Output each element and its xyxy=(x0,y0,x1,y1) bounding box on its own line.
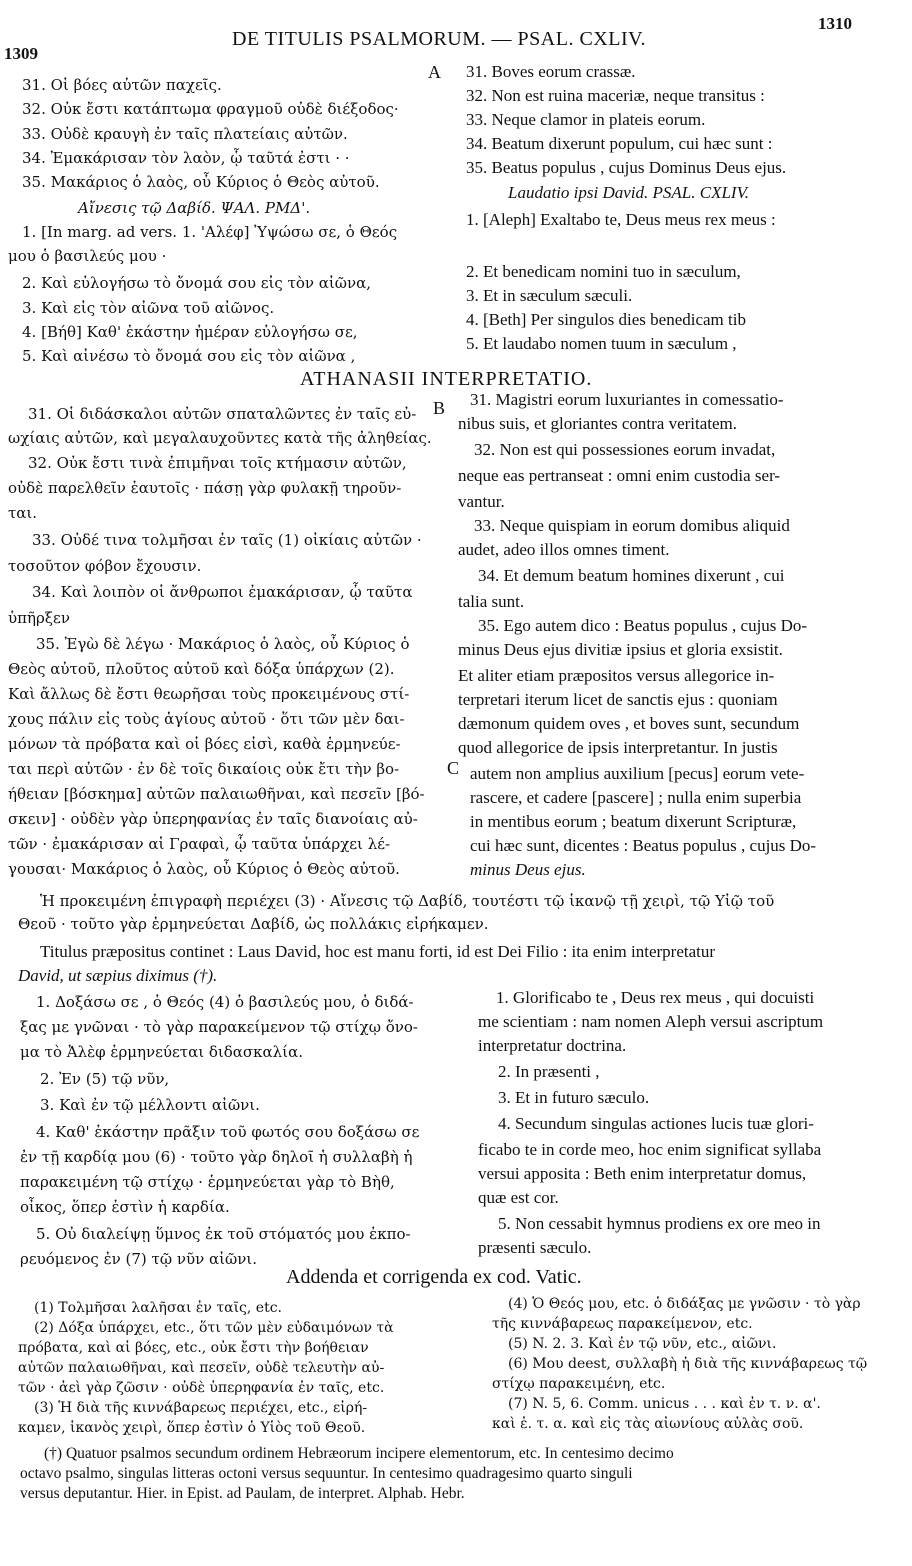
footnote-line: versus deputantur. Hier. in Epist. ad Paulam, de interpret. Alphab. Hebr. xyxy=(20,1485,465,1502)
greek-line: Θεὸς αὐτοῦ, πλοῦτος αὐτοῦ καὶ δόξα ὑπάρχων (2). xyxy=(8,660,395,678)
latin-line: Et aliter etiam præpositos versus allegorice in- xyxy=(458,666,775,685)
greek-line: ται. xyxy=(8,504,38,522)
greek-line: ωχίαις αὐτῶν, καὶ μεγαλαυχοῦντες κατὰ τῆς ἀληθείας. xyxy=(8,429,432,447)
latin-verse: 34. Beatum dixerunt populum, cui hæc sunt : xyxy=(466,134,773,153)
latin-line: in mentibus eorum ; beatum dixerunt Scripturæ, xyxy=(470,812,797,831)
greek-verse: μου ὁ βασιλεύς μου · xyxy=(8,247,167,265)
latin-verse: 35. Beatus populus , cujus Dominus Deus ejus. xyxy=(466,158,787,177)
greek-line: 5. Οὐ διαλείψῃ ὕμνος ἐκ τοῦ στόματός μου ἐκπο- xyxy=(36,1225,411,1243)
greek-line: 34. Καὶ λοιπὸν οἱ ἄνθρωποι ἐμακάρισαν, ᾧ ταῦτα xyxy=(32,583,413,601)
latin-verse: 1. [Aleph] Exaltabo te, Deus meus rex meus : xyxy=(466,210,776,229)
latin-line: 2. In præsenti , xyxy=(498,1062,600,1081)
latin-line: autem non amplius auxilium [pecus] eorum vete- xyxy=(470,764,805,783)
addenda-title: Addenda et corrigenda ex cod. Vatic. xyxy=(286,1266,582,1288)
latin-line: neque eas pertranseat : omni enim custodia ser- xyxy=(458,466,781,485)
addenda-note: καὶ ἐ. τ. α. καὶ εἰς τὰς αἰωνίους αὐλὰς σοῦ. xyxy=(492,1416,804,1432)
greek-line: οἶκος, ὅπερ ἐστὶν ἡ καρδία. xyxy=(20,1198,230,1216)
greek-line: τοσοῦτον φόβον ἔχουσιν. xyxy=(8,557,202,575)
latin-line: 32. Non est qui possessiones eorum invadat, xyxy=(474,440,776,459)
latin-line: 5. Non cessabit hymnus prodiens ex ore meo in xyxy=(498,1214,821,1233)
latin-line: audet, adeo illos omnes timent. xyxy=(458,540,670,559)
latin-verse: 31. Boves eorum crassæ. xyxy=(466,62,636,81)
greek-verse: 34. Ἐμακάρισαν τὸν λαὸν, ᾧ ταῦτά ἐστι · · xyxy=(22,149,350,167)
greek-line: χους πάλιν εἰς τοὺς ἁγίους αὐτοῦ · ὅτι τῶν μὲν δαι- xyxy=(8,710,405,728)
addenda-note: (7) N. 5, 6. Comm. unicus . . . καὶ ἐν τ. ν. α'. xyxy=(508,1396,821,1412)
latin-line: terpretari iterum licet de sanctis ejus : quoniam xyxy=(458,690,778,709)
greek-line: ται περὶ αὐτῶν · ἐν δὲ τοῖς δικαίοις οὐκ ἔτι τὴν βο- xyxy=(8,760,400,778)
latin-line: minus Deus ejus divitiæ ipsius et gloria exsistit. xyxy=(458,640,783,659)
greek-verse: 5. Καὶ αἰνέσω τὸ ὄνομά σου εἰς τὸν αἰῶνα , xyxy=(22,347,356,365)
margin-mark-a: A xyxy=(428,62,441,82)
addenda-note: (3) Ἡ διὰ τῆς κιννάβαρεως περιέχει, etc., εἰρή- xyxy=(34,1400,368,1416)
addenda-note: (6) Μου deest, συλλαβὴ ἡ διὰ τῆς κιννάβαρεως τῷ xyxy=(508,1356,868,1372)
latin-line: vantur. xyxy=(458,492,505,511)
greek-verse: 3. Καὶ εἰς τὸν αἰῶνα τοῦ αἰῶνος. xyxy=(22,299,275,317)
latin-line: Titulus præpositus continet : Laus David, hoc est manu forti, id est Dei Filio : ita enim interpretatur xyxy=(40,942,716,961)
greek-verse: 4. [Βήθ] Καθ' ἑκάστην ἡμέραν εὐλογήσω σε, xyxy=(22,323,358,341)
footnote-line: octavo psalmo, singulas litteras octoni versus sequuntur. In centesimo quadragesimo quarto singuli xyxy=(20,1465,633,1482)
psalm-heading-latin: Laudatio ipsi David. PSAL. CXLIV. xyxy=(508,183,750,202)
addenda-note: (2) Δόξα ὑπάρχει, etc., ὅτι τῶν μὲν εὐδαιμόνων τὰ xyxy=(34,1320,394,1336)
greek-line: σκειν] · οὐδὲν γὰρ ὑπερηφανίας ἐν ταῖς διανοίαις αὐ- xyxy=(8,810,418,828)
greek-line: οὐδὲ παρελθεῖν ἑαυτοῖς · πάσῃ γὰρ φυλακῇ τηροῦν- xyxy=(8,479,402,497)
page-number-left: 1309 xyxy=(4,44,38,63)
addenda-note: τῆς κιννάβαρεως παρακείμενον, etc. xyxy=(492,1316,753,1332)
greek-line: μόνων τὰ πρόβατα καὶ οἱ βόες εἰσὶ, καθὰ ἑρμηνεύε- xyxy=(8,735,401,753)
greek-line: 1. Δοξάσω σε , ὁ Θεός (4) ὁ βασιλεύς μου, ὁ διδά- xyxy=(36,993,414,1011)
addenda-note: καμεν, ἱκανὸς χειρὶ, ὅπερ ἐστὶν ὁ Υἱὸς τοῦ Θεοῦ. xyxy=(18,1420,366,1436)
latin-line: David, ut sæpius diximus (†). xyxy=(18,966,218,985)
greek-line: 31. Οἱ διδάσκαλοι αὐτῶν σπαταλῶντες ἐν ταῖς εὐ- xyxy=(28,405,417,423)
latin-line: 34. Et demum beatum homines dixerunt , cui xyxy=(478,566,785,585)
greek-line: Ἡ προκειμένη ἐπιγραφὴ περιέχει (3) · Αἴνεσις τῷ Δαβίδ, τουτέστι τῷ ἱκανῷ τῇ χειρὶ, τῷ Υἱῷ τοῦ xyxy=(40,892,775,910)
addenda-note: (5) N. 2. 3. Καὶ ἐν τῷ νῦν, etc., αἰῶνι. xyxy=(508,1336,777,1352)
addenda-note: πρόβατα, καὶ αἱ βόες, etc., οὐκ ἔστι τὴν βοήθειαν xyxy=(18,1340,369,1356)
latin-line: 33. Neque quispiam in eorum domibus aliquid xyxy=(474,516,790,535)
addenda-note: αὐτῶν παλαιωθῆναι, καὶ πεσεῖν, οὐδὲ τελευτὴν αὐ- xyxy=(18,1360,385,1376)
latin-verse: 33. Neque clamor in plateis eorum. xyxy=(466,110,706,129)
latin-line: interpretatur doctrina. xyxy=(478,1036,627,1055)
footnote-line: (†) Quatuor psalmos secundum ordinem Hebræorum incipere elementorum, etc. In centesimo decimo xyxy=(44,1445,674,1462)
latin-verse: 4. [Beth] Per singulos dies benedicam tib xyxy=(466,310,746,329)
margin-mark-b: B xyxy=(433,398,446,418)
latin-line: præsenti sæculo. xyxy=(478,1238,592,1257)
greek-verse: 2. Καὶ εὐλογήσω τὸ ὄνομά σου εἰς τὸν αἰῶνα, xyxy=(22,274,372,292)
latin-line: versui apposita : Beth enim interpretatur domus, xyxy=(478,1164,807,1183)
latin-line: rascere, et cadere [pascere] ; nulla enim superbia xyxy=(470,788,802,807)
greek-verse: 33. Οὐδὲ κραυγὴ ἐν ταῖς πλατείαις αὐτῶν. xyxy=(22,125,348,143)
greek-line: ἐν τῇ καρδίᾳ μου (6) · τοῦτο γὰρ δηλοῖ ἡ συλλαβὴ ἡ xyxy=(20,1148,413,1166)
latin-verse: 3. Et in sæculum sæculi. xyxy=(466,286,633,305)
greek-line: ξας με γνῶναι · τὸ γὰρ παρακείμενον τῷ στίχῳ ὄνο- xyxy=(20,1018,418,1036)
greek-line: 2. Ἐν (5) τῷ νῦν, xyxy=(40,1070,170,1088)
greek-verse: 1. [In marg. ad vers. 1. 'Αλέφ] Ὑψώσω σε, ὁ Θεός xyxy=(22,223,398,241)
addenda-note: (1) Τολμῆσαι λαλῆσαι ἐν ταῖς, etc. xyxy=(34,1300,283,1316)
greek-line: Καὶ ἄλλως δὲ ἔστι θεωρῆσαι τοὺς προκειμένους στί- xyxy=(8,685,410,703)
greek-line: 33. Οὐδέ τινα τολμῆσαι ἐν ταῖς (1) οἰκίαις αὐτῶν · xyxy=(32,531,422,549)
latin-line: 35. Ego autem dico : Beatus populus , cujus Do- xyxy=(478,616,808,635)
latin-line: quæ est cor. xyxy=(478,1188,559,1207)
section-title: ATHANASII INTERPRETATIO. xyxy=(300,368,593,390)
latin-line: 4. Secundum singulas actiones lucis tuæ glori- xyxy=(498,1114,814,1133)
greek-verse: 35. Μακάριος ὁ λαὸς, οὗ Κύριος ὁ Θεὸς αὐτοῦ. xyxy=(22,173,380,191)
greek-line: ρευόμενος ἐν (7) τῷ νῦν αἰῶνι. xyxy=(20,1250,257,1268)
latin-line: 3. Et in futuro sæculo. xyxy=(498,1088,650,1107)
latin-verse: 32. Non est ruina maceriæ, neque transitus : xyxy=(466,86,765,105)
greek-line: γουσαι· Μακάριος ὁ λαὸς, οὗ Κύριος ὁ Θεὸς αὐτοῦ. xyxy=(8,860,400,878)
addenda-note: (4) Ὁ Θεός μου, etc. ὁ διδάξας με γνῶσιν · τὸ γὰρ xyxy=(508,1296,861,1312)
latin-line: minus Deus ejus. xyxy=(470,860,586,879)
greek-line: 4. Καθ' ἑκάστην πρᾶξιν τοῦ φωτός σου δοξάσω σε xyxy=(36,1123,420,1141)
greek-verse: 31. Οἱ βόες αὐτῶν παχεῖς. xyxy=(22,76,222,94)
greek-line: 3. Καὶ ἐν τῷ μέλλοντι αἰῶνι. xyxy=(40,1096,260,1114)
addenda-note: στίχῳ παρακειμένη, etc. xyxy=(492,1376,666,1392)
latin-line: 31. Magistri eorum luxuriantes in comessatio- xyxy=(470,390,784,409)
latin-line: ficabo te in corde meo, hoc enim significat syllaba xyxy=(478,1140,822,1159)
psalm-heading-greek: Αἴνεσις τῷ Δαβίδ. ΨΑΛ. ΡΜΔ'. xyxy=(78,199,311,217)
addenda-note: τῶν · ἀεὶ γὰρ ζῶσιν · οὐδὲ ὑπερηφανία ἐν ταῖς, etc. xyxy=(18,1380,385,1396)
greek-line: 35. Ἐγὼ δὲ λέγω · Μακάριος ὁ λαὸς, οὗ Κύριος ὁ xyxy=(36,635,410,653)
greek-line: τῶν · ἐμακάρισαν αἱ Γραφαὶ, ᾧ ταῦτα ὑπάρχει λέ- xyxy=(8,835,391,853)
latin-line: talia sunt. xyxy=(458,592,525,611)
page-number-right: 1310 xyxy=(818,14,852,33)
latin-line: quod allegorice de ipsis interpretantur. In justis xyxy=(458,738,778,757)
latin-verse: 5. Et laudabo nomen tuum in sæculum , xyxy=(466,334,737,353)
greek-line: Θεοῦ · τοῦτο γὰρ ἑρμηνεύεται Δαβίδ, ὡς πολλάκις εἰρήκαμεν. xyxy=(18,915,489,933)
greek-line: παρακειμένη τῷ στίχῳ · ἑρμηνεύεται γὰρ τὸ Βὴθ, xyxy=(20,1173,395,1191)
greek-line: ήθειαν [βόσκημα] αὐτῶν παλαιωθῆναι, καὶ πεσεῖν [βό- xyxy=(8,785,425,803)
greek-line: 32. Οὐκ ἔστι τινὰ ἐπιμῆναι τοῖς κτήμασιν αὐτῶν, xyxy=(28,454,407,472)
margin-mark-c: C xyxy=(447,758,460,778)
latin-line: cui hæc sunt, dicentes : Beatus populus , cujus Do- xyxy=(470,836,817,855)
greek-line: μα τὸ Ἀλὲφ ἑρμηνεύεται διδασκαλία. xyxy=(20,1043,303,1061)
greek-verse: 32. Οὐκ ἔστι κατάπτωμα φραγμοῦ οὐδὲ διέξοδος· xyxy=(22,100,399,118)
latin-verse: 2. Et benedicam nomini tuo in sæculum, xyxy=(466,262,741,281)
greek-line: ὑπῆρξεν xyxy=(8,609,70,627)
running-title: DE TITULIS PSALMORUM. — PSAL. CXLIV. xyxy=(232,28,646,50)
latin-line: nibus suis, et gloriantes contra veritatem. xyxy=(458,414,738,433)
latin-line: dæmonum quidem oves , et boves sunt, secundum xyxy=(458,714,800,733)
latin-line: 1. Glorificabo te , Deus rex meus , qui docuisti xyxy=(496,988,815,1007)
latin-line: me scientiam : nam nomen Aleph versui ascriptum xyxy=(478,1012,824,1031)
